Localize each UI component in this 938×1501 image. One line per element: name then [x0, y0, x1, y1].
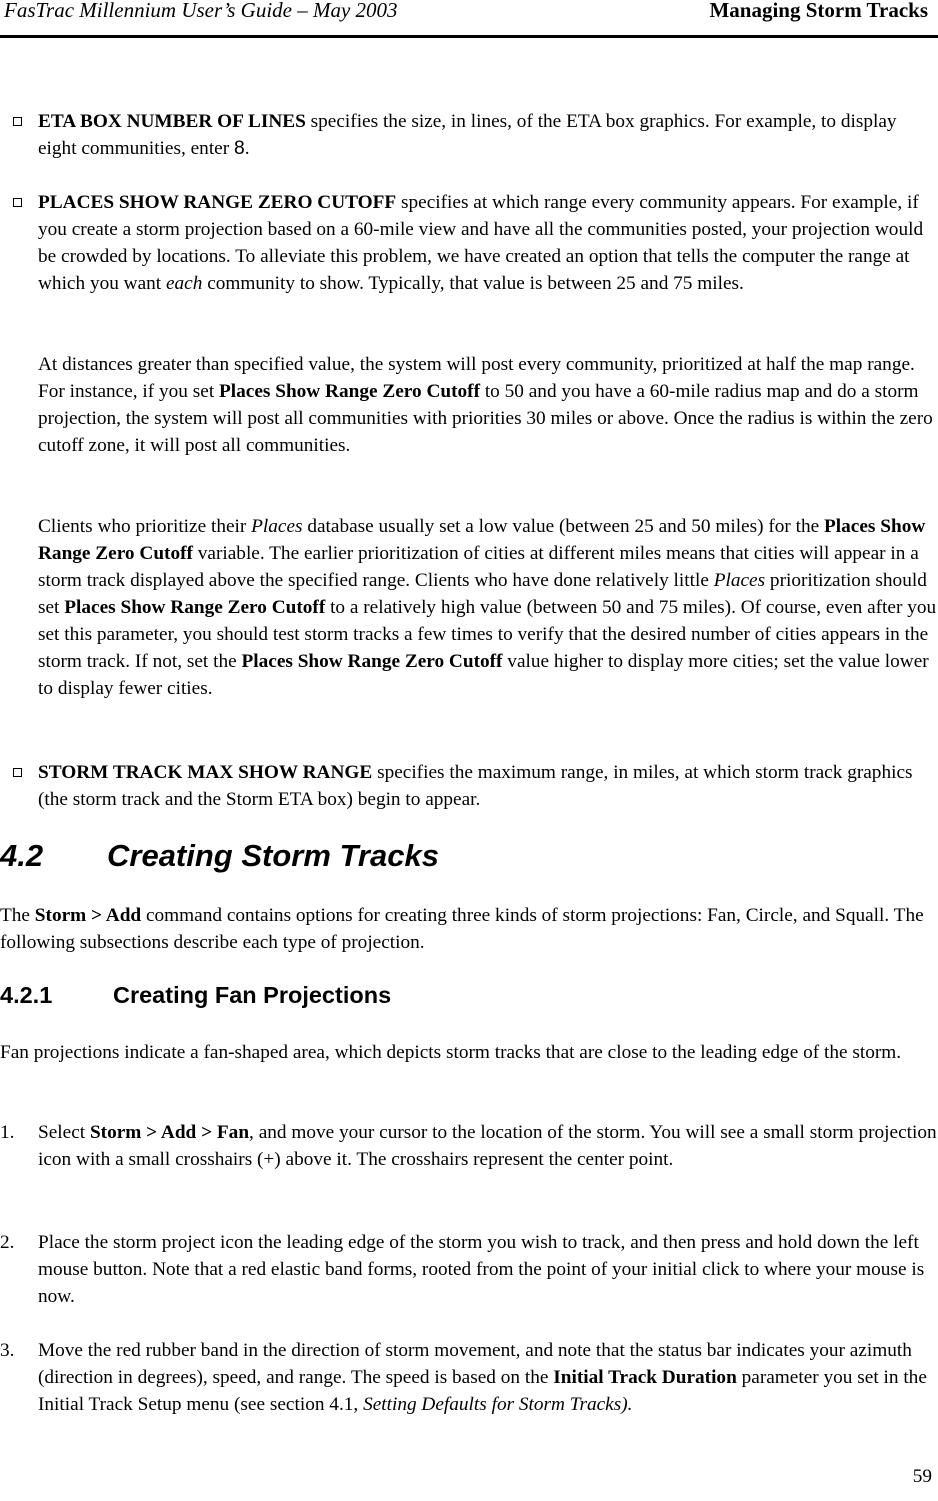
bullet-square-icon	[13, 198, 22, 207]
header-chapter-title: Managing Storm Tracks	[709, 0, 928, 22]
bullet-eta-box: ETA BOX NUMBER OF LINES specifies the size, in lines, of the ETA box graphics. For example, to display eight communities, enter 8.	[38, 108, 938, 162]
header-rule	[0, 35, 938, 38]
heading-title: Creating Storm Tracks	[107, 838, 439, 873]
bullet-places-show-range: PLACES SHOW RANGE ZERO CUTOFF specifies at which range every community appears. For example, if you create a storm projection based on a 60-mile view and have all the communities posted, your projection would be crowded by locations. To alleviate this problem, we have created an option that tells the computer the range at which you want each community to show. Typically, that value is between 25 and 75 miles.	[38, 189, 938, 297]
bullet-term: ETA BOX NUMBER OF LINES	[38, 111, 306, 132]
bullet-term: PLACES SHOW RANGE ZERO CUTOFF	[38, 192, 397, 213]
page-number: 59	[912, 1466, 932, 1487]
heading-4-2	[0, 838, 439, 874]
heading-number: 4.2.1	[0, 982, 53, 1008]
paragraph-distances: At distances greater than specified value, the system will post every community, prioritized at half the map range. For instance, if you set Places Show Range Zero Cutoff to 50 and you have a 60-mile radius map and do a storm projection, the system will post all communities with priorities 30 miles or above. Once the radius is within the zero cutoff zone, it will post all communities.	[38, 354, 933, 456]
bullet-square-icon	[13, 768, 22, 777]
bullet-square-icon	[13, 117, 22, 126]
step-1: 1. Select Storm > Add > Fan, and move your cursor to the location of the storm. You will see a small storm projection icon with a small crosshairs (+) above it. The crosshairs represent the center point.	[0, 1122, 937, 1170]
step-2: 2. Place the storm project icon the leading edge of the storm you wish to track, and then press and hold down the left mouse button. Note that a red elastic band forms, rooted from the point of your initial click to where your mouse is now.	[0, 1232, 925, 1307]
heading-4-2-1	[0, 982, 392, 1009]
step-3: 3. Move the red rubber band in the direction of storm movement, and note that the status bar indicates your azimuth (direction in degrees), speed, and range. The speed is based on the Initial Track Duration parameter you set in the Initial Track Setup menu (see section 4.1, Setting Defaults for Storm Tracks).	[0, 1340, 927, 1415]
paragraph-storm-add: The Storm > Add command contains options for creating three kinds of storm projections: Fan, Circle, and Squall. The following subsections describe each type of projection.	[0, 905, 924, 953]
page-header	[0, 0, 938, 38]
paragraph-clients: Clients who prioritize their Places database usually set a low value (between 25 and 50 miles) for the Places Show Range Zero Cutoff variable. The earlier prioritization of cities at different miles means that cities will appear in a storm track displayed above the specified range. Clients who have done relatively little Places prioritization should set Places Show Range Zero Cutoff to a relatively high value (between 50 and 75 miles). Of course, even after you set this parameter, you should test storm tracks a few times to verify that the desired number of cities appears in the storm track. If not, set the Places Show Range Zero Cutoff value higher to display more cities; set the value lower to display fewer cities.	[38, 516, 937, 699]
heading-number: 4.2	[0, 838, 44, 873]
bullet-term: STORM TRACK MAX SHOW RANGE	[38, 762, 373, 783]
header-doc-title: FasTrac Millennium User’s Guide – May 2003	[4, 0, 398, 22]
bullet-storm-track-max: STORM TRACK MAX SHOW RANGE specifies the maximum range, in miles, at which storm track graphics (the storm track and the Storm ETA box) begin to appear.	[38, 759, 938, 813]
paragraph-fan-intro: Fan projections indicate a fan-shaped area, which depicts storm tracks that are close to the leading edge of the storm.	[0, 1042, 902, 1063]
heading-title: Creating Fan Projections	[113, 982, 392, 1008]
example-value: 8	[233, 138, 245, 159]
